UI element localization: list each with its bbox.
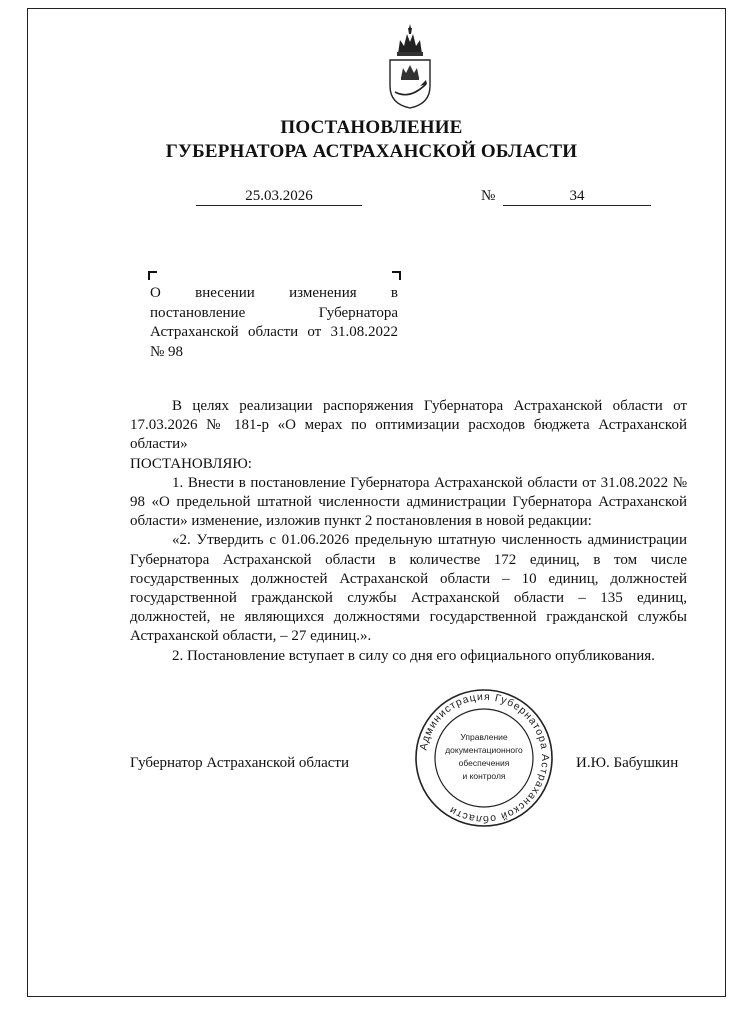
document-body	[130, 397, 687, 666]
document-number: 34	[503, 187, 651, 206]
issuer-title: ГУБЕРНАТОРА АСТРАХАНСКОЙ ОБЛАСТИ	[165, 141, 578, 162]
document-date: 25.03.2026	[196, 187, 362, 206]
stamp-line-3: обеспечения	[458, 758, 510, 768]
official-stamp	[414, 688, 554, 828]
stamp-line-2: документационного	[445, 745, 523, 755]
resolution-word: ПОСТАНОВЛЯЮ:	[130, 455, 252, 472]
stamp-line-4: и контроля	[462, 771, 506, 781]
subject-corner-left	[148, 271, 157, 280]
document-subject: О внесении изменения в постановление Губернатора Астраханской области от 31.08.2022 № 98	[150, 285, 398, 360]
coat-of-arms-icon	[386, 22, 434, 110]
subject-corner-right	[392, 271, 401, 280]
clause-1: 1. Внести в постановление Губернатора Астраханской области от 31.08.2022 № 98 «О предельной штатной численности администрации Губернатора Астраханской области» изменение, изложив пункт 2 постановления в новой редакции:	[130, 474, 687, 530]
signatory-name: И.Ю. Бабушкин	[576, 755, 679, 771]
preamble-paragraph: В целях реализации распоряжения Губернатора Астраханской области от 17.03.2026 № 181-р «О мерах по оптимизации расходов бюджета Астраханской области»	[130, 398, 687, 453]
signatory-position: Губернатор Астраханской области	[130, 755, 350, 771]
document-type-title: ПОСТАНОВЛЕНИЕ	[280, 117, 463, 138]
clause-2: 2. Постановление вступает в силу со дня его официального опубликования.	[172, 647, 655, 664]
number-sign: №	[481, 188, 496, 204]
clause-1-quote: «2. Утвердить с 01.06.2026 предельную штатную численность администрации Губернатора Астраханской области в количестве 172 единиц, в том числе государственных должностей Астраханской области – 10 единиц, должностей государственной гражданской службы Астраханской области – 135 единиц, должностей, не являющихся должностями государственной гражданской службы Астраханской области, – 27 единиц.».	[130, 532, 687, 645]
stamp-line-1: Управление	[460, 732, 508, 742]
stamp-ring-text: Администрация Губернатора Астраханской области	[417, 690, 552, 826]
